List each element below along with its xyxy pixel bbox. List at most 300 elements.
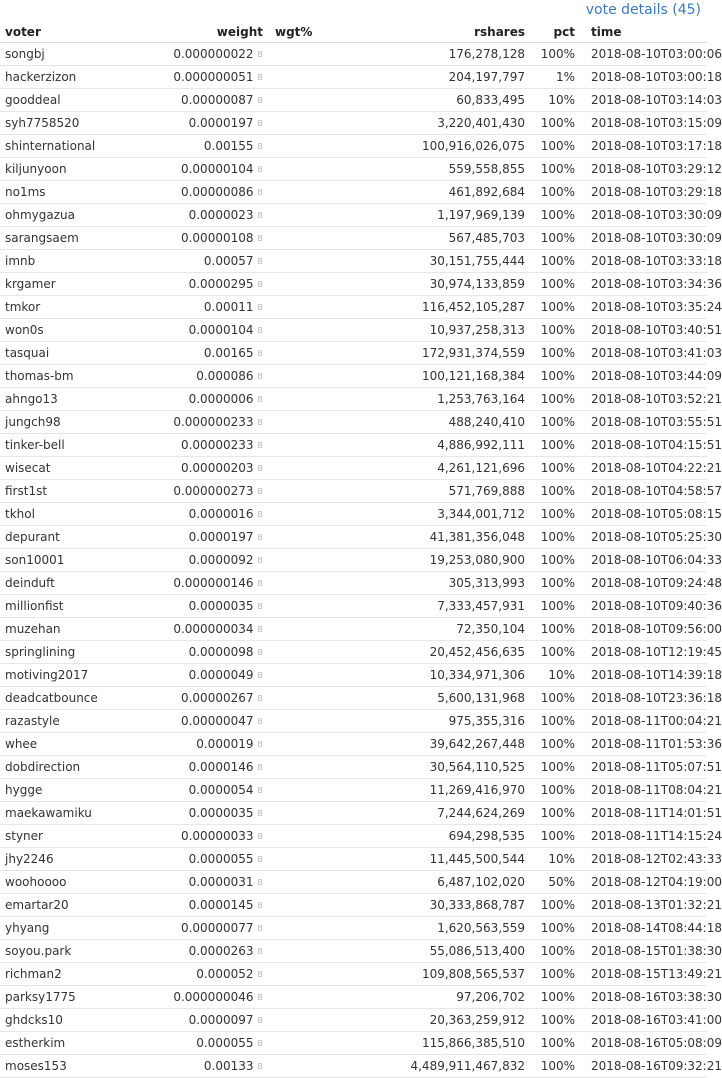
voter-link[interactable]: first1st [5,484,48,498]
table-row [0,319,707,342]
weight-value: 0.00000087 [180,93,254,107]
table-row [0,227,707,250]
table-row [0,940,707,963]
voter-link[interactable]: krgamer [5,277,56,291]
pct-cell: 100% [525,986,575,1009]
voter-link[interactable]: sarangsaem [5,231,79,245]
time-cell: 2018-08-10T23:36:18 [575,687,707,710]
voter-cell [0,710,145,733]
weight-value: 0.000019 [196,737,254,751]
weight-value: 0.000086 [196,369,254,383]
table-row [0,66,707,89]
rshares-cell: 100,916,026,075 [345,135,525,158]
weight-value: 0.000052 [196,967,254,981]
table-row [0,342,707,365]
voter-link[interactable]: deadcatbounce [5,691,98,705]
voter-cell [0,595,145,618]
pct-cell: 10% [525,664,575,687]
time-cell: 2018-08-10T03:44:09 [575,365,707,388]
voter-cell [0,986,145,1009]
bitcoin-icon: B [257,119,263,128]
voter-link[interactable]: no1ms [5,185,46,199]
voter-link[interactable]: maekawamiku [5,806,92,820]
time-cell: 2018-08-10T05:08:15 [575,503,707,526]
table-row [0,204,707,227]
time-cell: 2018-08-10T04:22:21 [575,457,707,480]
table-row [0,480,707,503]
wgt-pct-cell [263,204,345,227]
weight-value: 0.0000295 [188,277,254,291]
weight-cell [145,917,263,940]
weight-value: 0.000000034 [173,622,254,636]
voter-cell [0,825,145,848]
voter-link[interactable]: dobdirection [5,760,81,774]
time-cell: 2018-08-11T05:07:51 [575,756,707,779]
pct-cell: 10% [525,848,575,871]
voter-link[interactable]: motiving2017 [5,668,89,682]
voter-link[interactable]: tinker-bell [5,438,65,452]
column-header-time[interactable]: time [575,22,707,43]
time-cell: 2018-08-11T08:04:21 [575,779,707,802]
pct-cell: 100% [525,641,575,664]
voter-cell [0,227,145,250]
rshares-cell: 72,350,104 [345,618,525,641]
wgt-pct-cell [263,802,345,825]
pct-cell: 100% [525,733,575,756]
weight-cell [145,89,263,112]
wgt-pct-cell [263,549,345,572]
time-cell: 2018-08-10T03:17:18 [575,135,707,158]
pct-cell: 100% [525,319,575,342]
pct-cell: 100% [525,503,575,526]
rshares-cell: 1,620,563,559 [345,917,525,940]
voter-cell [0,319,145,342]
weight-value: 0.0000092 [188,553,254,567]
bitcoin-icon: B [257,50,263,59]
voter-link[interactable]: imnb [5,254,36,268]
bitcoin-icon: B [257,993,263,1002]
voter-cell [0,779,145,802]
weight-value: 0.00000047 [180,714,254,728]
pct-cell: 100% [525,940,575,963]
rshares-cell: 305,313,993 [345,572,525,595]
bitcoin-icon: B [257,579,263,588]
table-row [0,664,707,687]
voter-cell [0,250,145,273]
weight-value: 0.00000033 [180,829,254,843]
time-cell: 2018-08-15T01:38:30 [575,940,707,963]
table-row [0,871,707,894]
rshares-cell: 7,333,457,931 [345,595,525,618]
bitcoin-icon: B [257,188,263,197]
voter-cell [0,411,145,434]
weight-cell [145,250,263,273]
pct-cell: 1% [525,66,575,89]
time-cell: 2018-08-10T14:39:18 [575,664,707,687]
column-header-wgt-pct[interactable]: wgt% [263,22,345,43]
weight-cell [145,503,263,526]
voter-cell [0,572,145,595]
pct-cell: 50% [525,871,575,894]
bitcoin-icon: B [257,671,263,680]
voter-cell [0,1055,145,1078]
bitcoin-icon: B [257,947,263,956]
voter-link[interactable]: richman2 [5,967,62,981]
voter-cell [0,342,145,365]
bitcoin-icon: B [257,142,263,151]
votes-table [0,22,722,1078]
voter-cell [0,526,145,549]
rshares-cell: 3,344,001,712 [345,503,525,526]
pct-cell: 100% [525,1032,575,1055]
rshares-cell: 100,121,168,384 [345,365,525,388]
weight-cell [145,549,263,572]
bitcoin-icon: B [257,487,263,496]
rshares-cell: 30,333,868,787 [345,894,525,917]
voter-link[interactable]: estherkim [5,1036,66,1050]
weight-value: 0.0000197 [188,116,254,130]
time-cell: 2018-08-10T03:30:09 [575,204,707,227]
voter-link[interactable]: jungch98 [5,415,61,429]
time-cell: 2018-08-10T09:24:48 [575,572,707,595]
rshares-cell: 567,485,703 [345,227,525,250]
wgt-pct-cell [263,135,345,158]
weight-cell [145,319,263,342]
voter-link[interactable]: styner [5,829,43,843]
voter-link[interactable]: shinternational [5,139,96,153]
weight-cell [145,66,263,89]
time-cell: 2018-08-11T14:15:24 [575,825,707,848]
rshares-cell: 20,363,259,912 [345,1009,525,1032]
bitcoin-icon: B [257,349,263,358]
voter-link[interactable]: ahngo13 [5,392,58,406]
wgt-pct-cell [263,89,345,112]
bitcoin-icon: B [257,533,263,542]
weight-cell [145,296,263,319]
pct-cell: 100% [525,204,575,227]
voter-link[interactable]: tmkor [5,300,41,314]
table-row [0,135,707,158]
voter-cell [0,273,145,296]
weight-cell [145,595,263,618]
pct-cell: 100% [525,572,575,595]
weight-cell [145,1032,263,1055]
voter-link[interactable]: ohmygazua [5,208,75,222]
bitcoin-icon: B [257,809,263,818]
voter-cell [0,894,145,917]
voter-cell [0,1009,145,1032]
pct-cell: 100% [525,250,575,273]
voter-link[interactable]: moses153 [5,1059,67,1073]
rshares-cell: 6,487,102,020 [345,871,525,894]
bitcoin-icon: B [257,96,263,105]
table-row [0,756,707,779]
voter-link[interactable]: ghdcks10 [5,1013,63,1027]
time-cell: 2018-08-10T03:30:09 [575,227,707,250]
wgt-pct-cell [263,595,345,618]
voter-link[interactable]: gooddeal [5,93,61,107]
voter-link[interactable]: woohoooo [5,875,67,889]
pct-cell: 100% [525,480,575,503]
voter-link[interactable]: won0s [5,323,44,337]
rshares-cell: 4,489,911,467,832 [345,1055,525,1078]
wgt-pct-cell [263,894,345,917]
weight-cell [145,618,263,641]
time-cell: 2018-08-10T03:14:03 [575,89,707,112]
weight-cell [145,986,263,1009]
time-cell: 2018-08-11T14:01:51 [575,802,707,825]
voter-cell [0,1032,145,1055]
time-cell: 2018-08-10T04:15:51 [575,434,707,457]
weight-cell [145,112,263,135]
column-header-pct[interactable]: pct [525,22,575,43]
voter-cell [0,388,145,411]
weight-value: 0.0000049 [188,668,254,682]
weight-cell [145,1009,263,1032]
wgt-pct-cell [263,503,345,526]
voter-link[interactable]: songbj [5,47,45,61]
rshares-cell: 11,445,500,544 [345,848,525,871]
weight-value: 0.0000031 [188,875,254,889]
table-row [0,1009,707,1032]
wgt-pct-cell [263,250,345,273]
table-row [0,848,707,871]
rshares-cell: 19,253,080,900 [345,549,525,572]
voter-link[interactable]: thomas-bm [5,369,74,383]
table-row [0,894,707,917]
weight-value: 0.0000054 [188,783,254,797]
pct-cell: 100% [525,917,575,940]
wgt-pct-cell [263,319,345,342]
weight-cell [145,457,263,480]
table-row [0,710,707,733]
rshares-cell: 5,600,131,968 [345,687,525,710]
voter-link[interactable]: jhy2246 [5,852,54,866]
rshares-cell: 461,892,684 [345,181,525,204]
weight-value: 0.00000267 [180,691,254,705]
table-row [0,733,707,756]
voter-link[interactable]: syh7758520 [5,116,80,130]
wgt-pct-cell [263,457,345,480]
wgt-pct-cell [263,572,345,595]
wgt-pct-cell [263,641,345,664]
voter-link[interactable]: muzehan [5,622,61,636]
weight-value: 0.000000273 [173,484,254,498]
weight-value: 0.0000197 [188,530,254,544]
time-cell: 2018-08-16T09:32:21 [575,1055,707,1078]
weight-cell [145,848,263,871]
bitcoin-icon: B [257,464,263,473]
table-row [0,825,707,848]
pct-cell: 100% [525,342,575,365]
wgt-pct-cell [263,710,345,733]
pct-cell: 100% [525,894,575,917]
weight-cell [145,756,263,779]
bitcoin-icon: B [257,855,263,864]
voter-link[interactable]: parksy1775 [5,990,76,1004]
bitcoin-icon: B [257,901,263,910]
bitcoin-icon: B [257,303,263,312]
weight-cell [145,940,263,963]
pct-cell: 100% [525,1009,575,1032]
voter-cell [0,940,145,963]
weight-value: 0.00165 [203,346,254,360]
time-cell: 2018-08-10T03:34:36 [575,273,707,296]
pct-cell: 100% [525,296,575,319]
rshares-cell: 39,642,267,448 [345,733,525,756]
voter-cell [0,756,145,779]
weight-cell [145,388,263,411]
table-header-row [0,22,707,43]
wgt-pct-cell [263,825,345,848]
rshares-cell: 109,808,565,537 [345,963,525,986]
voter-link[interactable]: razastyle [5,714,60,728]
rshares-cell: 1,197,969,139 [345,204,525,227]
voter-link[interactable]: tasquai [5,346,50,360]
bitcoin-icon: B [257,165,263,174]
rshares-cell: 30,151,755,444 [345,250,525,273]
weight-value: 0.000000051 [173,70,254,84]
rshares-cell: 1,253,763,164 [345,388,525,411]
voter-link[interactable]: tkhol [5,507,35,521]
rshares-cell: 11,269,416,970 [345,779,525,802]
table-row [0,618,707,641]
voter-link[interactable]: emartar20 [5,898,69,912]
pct-cell: 100% [525,273,575,296]
wgt-pct-cell [263,181,345,204]
column-header-weight[interactable]: weight [145,22,263,43]
pct-cell: 100% [525,595,575,618]
pct-cell: 100% [525,779,575,802]
weight-cell [145,227,263,250]
pct-cell: 100% [525,365,575,388]
weight-value: 0.0000016 [188,507,254,521]
wgt-pct-cell [263,227,345,250]
bitcoin-icon: B [257,257,263,266]
pct-cell: 100% [525,618,575,641]
voter-cell [0,503,145,526]
bitcoin-icon: B [257,441,263,450]
voter-link[interactable]: hygge [5,783,43,797]
time-cell: 2018-08-10T03:52:21 [575,388,707,411]
vote-details-link[interactable]: vote details (45) [585,2,701,18]
wgt-pct-cell [263,963,345,986]
voter-link[interactable]: depurant [5,530,60,544]
time-cell: 2018-08-16T03:41:00 [575,1009,707,1032]
bitcoin-icon: B [257,832,263,841]
voter-cell [0,43,145,66]
weight-value: 0.00057 [203,254,254,268]
weight-cell [145,365,263,388]
weight-value: 0.000000146 [173,576,254,590]
voter-link[interactable]: millionfist [5,599,64,613]
voter-link[interactable]: deinduft [5,576,55,590]
rshares-cell: 4,886,992,111 [345,434,525,457]
rshares-cell: 4,261,121,696 [345,457,525,480]
voter-link[interactable]: whee [5,737,38,751]
wgt-pct-cell [263,43,345,66]
column-header-rshares[interactable]: rshares [345,22,525,43]
wgt-pct-cell [263,733,345,756]
time-cell: 2018-08-10T03:15:09 [575,112,707,135]
bitcoin-icon: B [257,717,263,726]
pct-cell: 100% [525,434,575,457]
rshares-cell: 55,086,513,400 [345,940,525,963]
pct-cell: 100% [525,388,575,411]
rshares-cell: 204,197,797 [345,66,525,89]
voter-link[interactable]: soyou.park [5,944,72,958]
time-cell: 2018-08-15T13:49:21 [575,963,707,986]
rshares-cell: 571,769,888 [345,480,525,503]
table-row [0,963,707,986]
table-row [0,250,707,273]
voter-cell [0,89,145,112]
time-cell: 2018-08-10T05:25:30 [575,526,707,549]
time-cell: 2018-08-10T03:00:18 [575,66,707,89]
weight-value: 0.0000104 [188,323,254,337]
weight-value: 0.0000055 [188,852,254,866]
voter-cell [0,963,145,986]
pct-cell: 100% [525,112,575,135]
voter-link[interactable]: yhyang [5,921,50,935]
voter-cell [0,618,145,641]
pct-cell: 100% [525,526,575,549]
table-row [0,917,707,940]
wgt-pct-cell [263,434,345,457]
pct-cell: 100% [525,181,575,204]
weight-cell [145,342,263,365]
bitcoin-icon: B [257,211,263,220]
wgt-pct-cell [263,779,345,802]
bitcoin-icon: B [257,326,263,335]
bitcoin-icon: B [257,73,263,82]
table-row [0,434,707,457]
voter-link[interactable]: hackerzizon [5,70,77,84]
wgt-pct-cell [263,687,345,710]
voter-cell [0,802,145,825]
time-cell: 2018-08-10T03:00:06 [575,43,707,66]
time-cell: 2018-08-10T03:33:18 [575,250,707,273]
pct-cell: 100% [525,1055,575,1078]
rshares-cell: 559,558,855 [345,158,525,181]
table-row [0,641,707,664]
voter-cell [0,434,145,457]
voter-link[interactable]: wisecat [5,461,51,475]
bitcoin-icon: B [257,648,263,657]
table-row [0,89,707,112]
voter-cell [0,848,145,871]
column-header-voter[interactable]: voter [0,22,145,43]
voter-cell [0,664,145,687]
wgt-pct-cell [263,480,345,503]
table-row [0,549,707,572]
bitcoin-icon: B [257,395,263,404]
wgt-pct-cell [263,66,345,89]
weight-cell [145,204,263,227]
voter-cell [0,66,145,89]
voter-link[interactable]: kiljunyoon [5,162,67,176]
voter-cell [0,687,145,710]
voter-link[interactable]: springlining [5,645,76,659]
voter-link[interactable]: son10001 [5,553,65,567]
time-cell: 2018-08-12T02:43:33 [575,848,707,871]
rshares-cell: 30,564,110,525 [345,756,525,779]
time-cell: 2018-08-16T05:08:09 [575,1032,707,1055]
weight-cell [145,411,263,434]
table-body [0,43,722,1078]
table-row [0,1032,707,1055]
wgt-pct-cell [263,1032,345,1055]
